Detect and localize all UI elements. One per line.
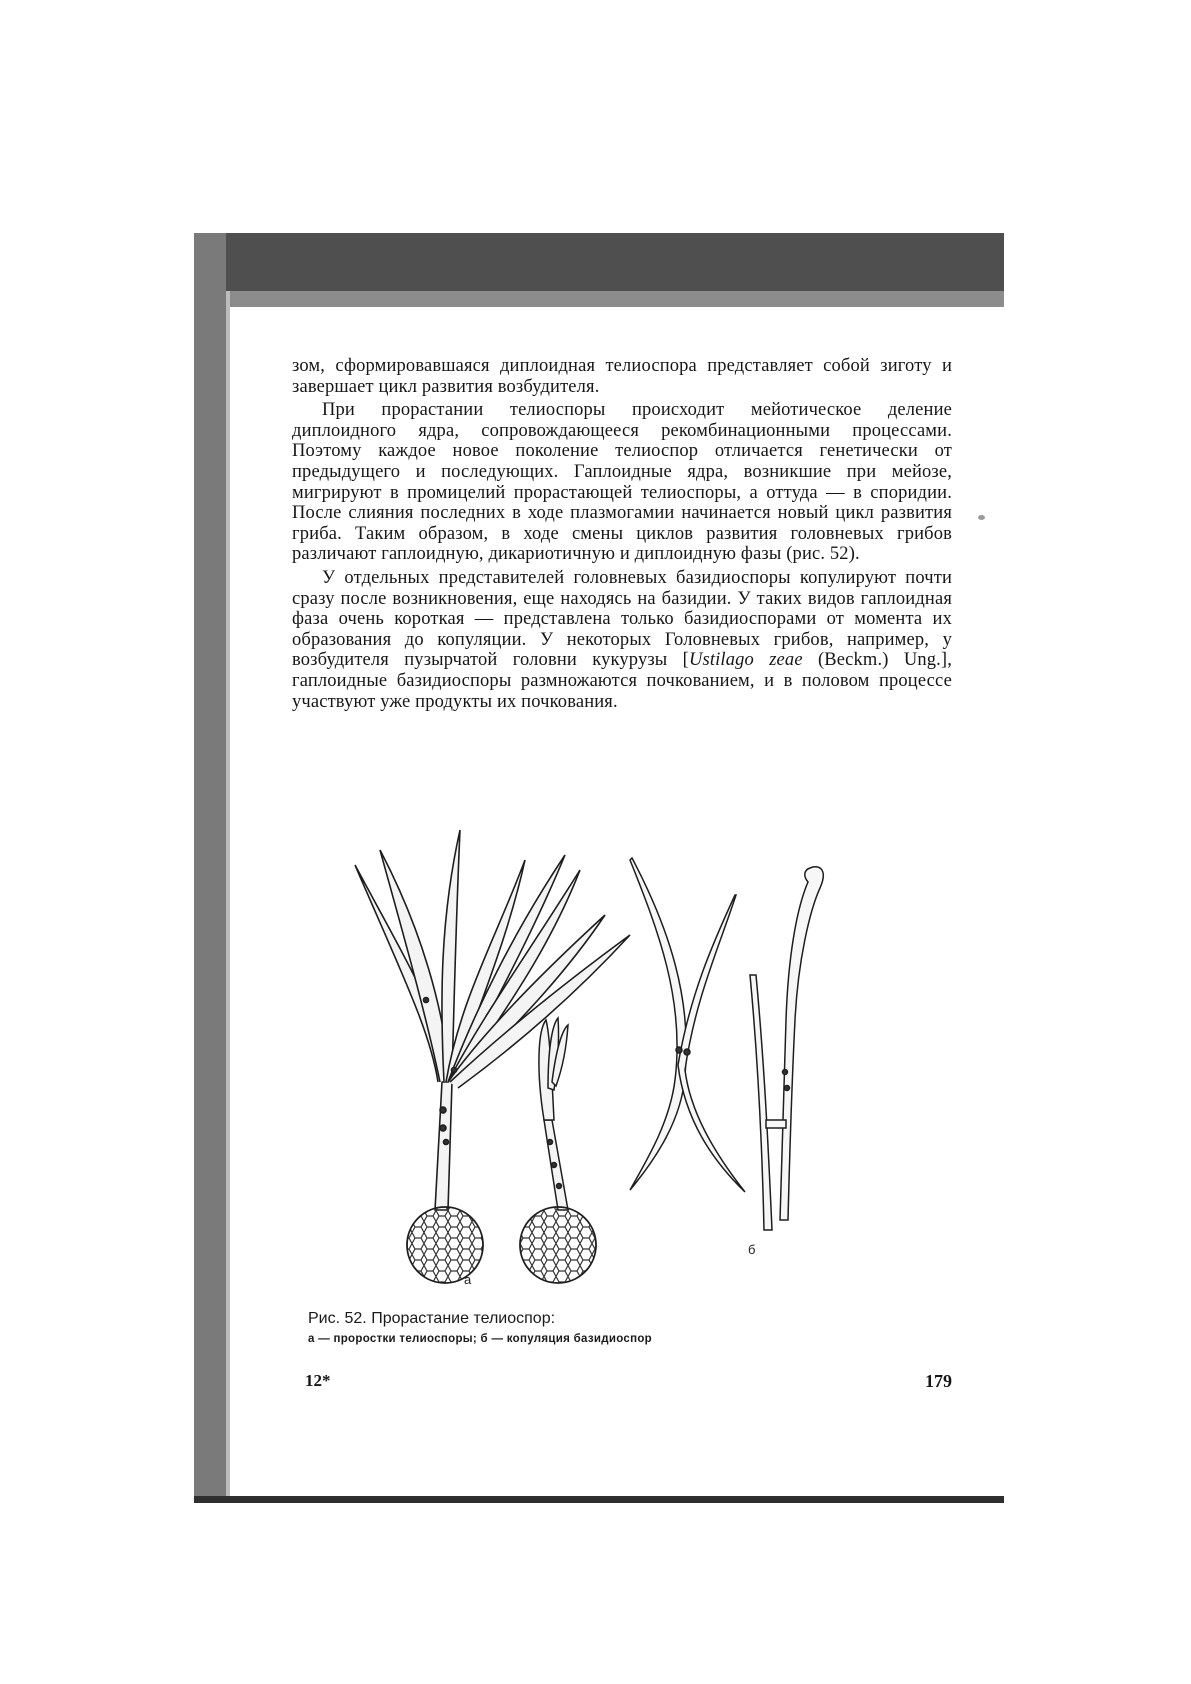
basidiospore-copulation-h [750,867,823,1230]
paragraph-3-text-before: У отдельных представителей головневых базидиоспоры копулируют почти сразу после возникновения, еще находясь на базидии. У таких видов гаплоидная фаза очень короткая — представлена только базидиоспорами от момента их образования до копуляции. У некоторых Головневых грибов, например, у возбудителя пузырчатой головни кукурузы [ [292,567,952,671]
paragraph-2: При прорастании телиоспоры происходит мейотическое деление диплоидного ядра, сопровождающееся рекомбинационными процессами. Поэтому каждое новое поколение телиоспор отличается генетически от предыдущего и последующих. Гаплоидные ядра, возникшие при мейозе, мигрируют в промицелий прорастающей телиоспоры, а оттуда — в споридии. После слияния последних в ходе плазмогамии начинается новый цикл развития гриба. Таким образом, в ходе смены циклов развития головневых грибов различают гаплоидную, дикариотичную и диплоидную фазы (рис. 52). [292,400,952,565]
figure-label-b: б [748,1242,756,1257]
paragraph-1: зом, сформировавшаяся диплоидная телиоспора представляет собой зиготу и завершает цикл развития возбудителя. [292,356,952,397]
germinating-teliospore-large [355,830,630,1210]
scan-border-left [194,233,226,1503]
paragraph-3 [292,568,952,712]
germinating-teliospore-small [539,1018,568,1210]
page-number: 179 [925,1371,952,1391]
teliospore-large [407,1207,483,1283]
scan-border-top [194,233,1004,291]
scan-speck [978,515,985,520]
signature-mark: 12* [305,1371,331,1390]
paragraph-3-text-after: (Beckm.) Ung.], гаплоидные базидиоспоры размножаются почкованием, и в половом процессе участвуют уже продукты их почкования. [292,650,952,712]
scan-border-bottom [194,1496,1004,1503]
teliospore-small [520,1207,596,1283]
species-name: Ustilago zeae [688,650,803,671]
page-edge-left [226,291,230,1503]
figure-label-a: а [464,1272,472,1287]
figure-caption: Рис. 52. Прорастание телиоспор: [308,1310,556,1327]
basidiospore-copulation-x [630,858,745,1192]
scan-border-top-inner [225,291,1004,307]
figure-drawing [340,820,920,1300]
figure-caption-detail: а — проростки телиоспоры; б — копуляция базидиоспор [308,1333,652,1345]
body-text [292,356,952,712]
figure-teliospore-germination [340,820,920,1300]
